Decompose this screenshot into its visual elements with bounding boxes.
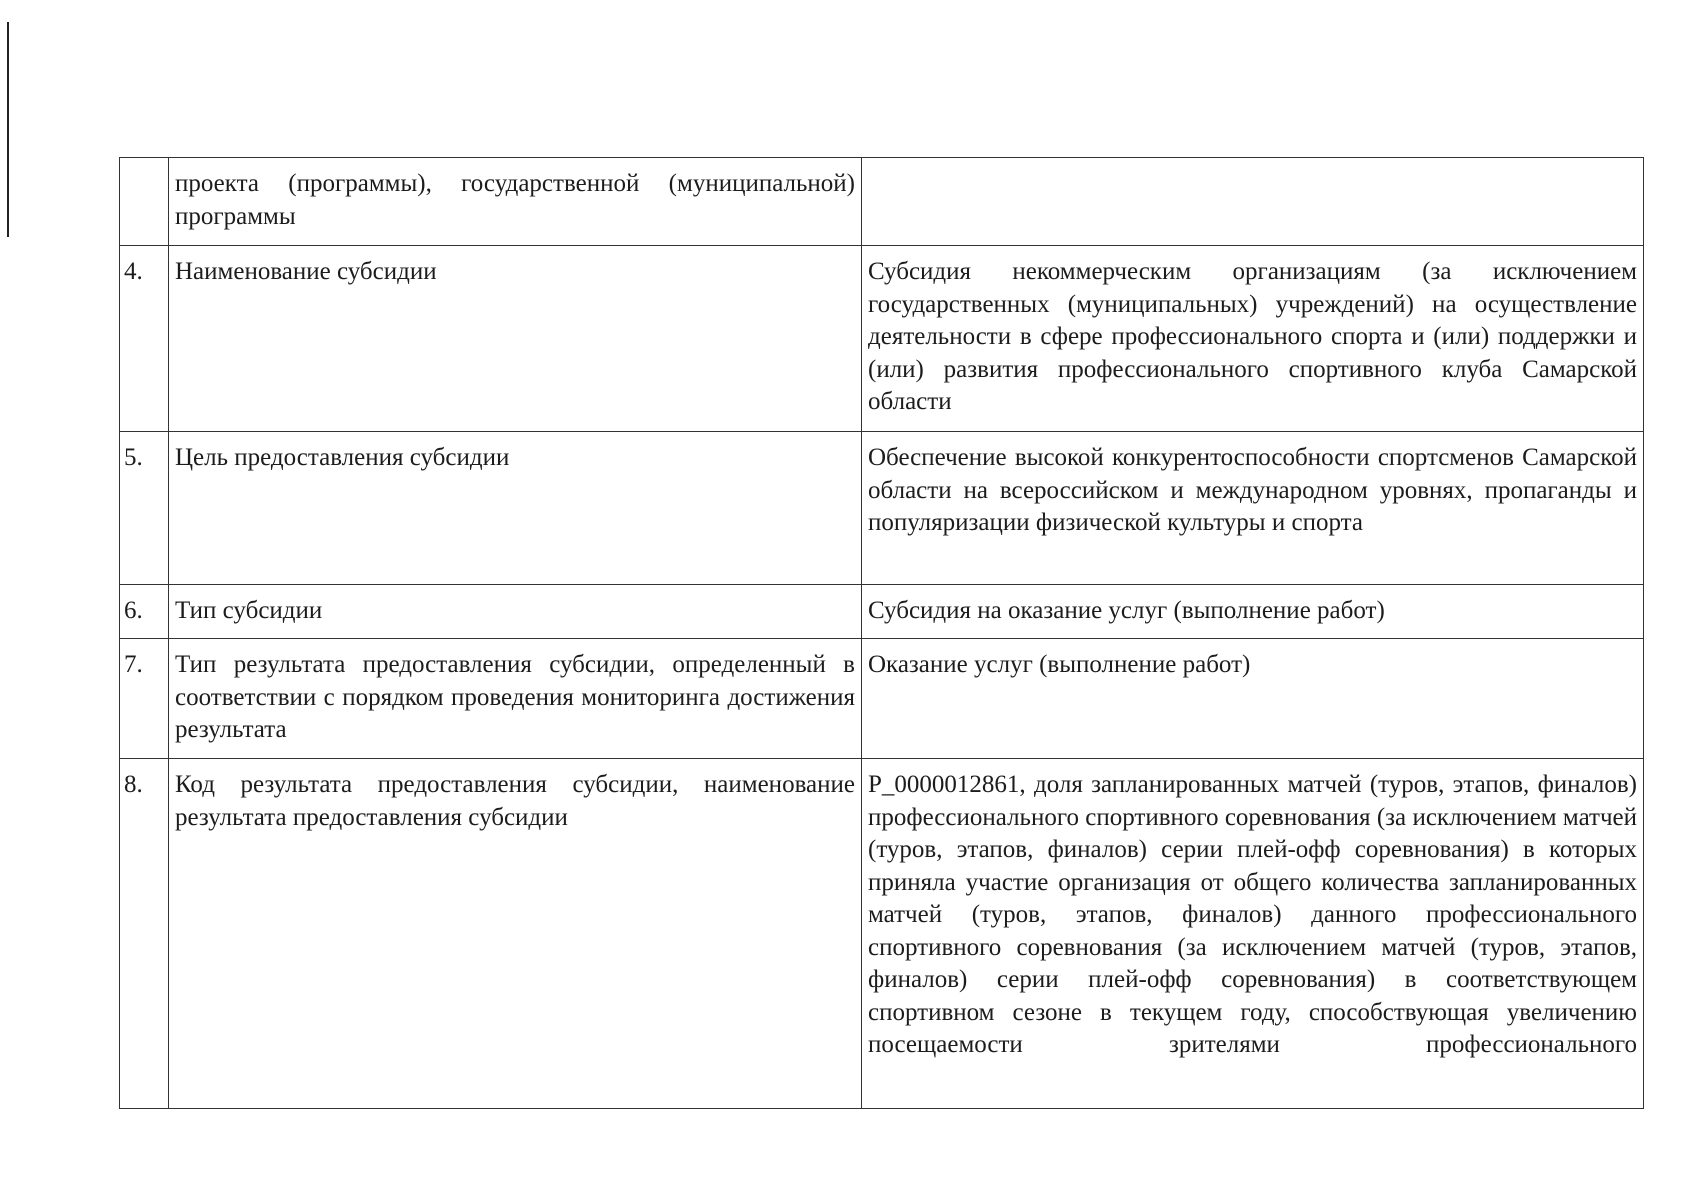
table-row [120,759,1644,1109]
row-label: проекта (программы), государственной (муниципальной) программы [169,158,862,246]
subsidy-info-table [119,157,1644,1109]
row-number: 8. [120,759,169,1109]
row-label: Цель предоставления субсидии [169,432,862,585]
row-value: Обеспечение высокой конкурентоспособности спортсменов Самарской области на всероссийском и международном уровнях, пропаганды и популяризации физической культуры и спорта [862,432,1644,585]
table-row [120,246,1644,432]
row-label: Тип субсидии [169,585,862,639]
table-row [120,639,1644,759]
row-value: Субсидия на оказание услуг (выполнение работ) [862,585,1644,639]
table-row [120,432,1644,585]
row-label: Наименование субсидии [169,246,862,432]
row-number: 4. [120,246,169,432]
margin-binding-mark [7,22,9,237]
row-number: 7. [120,639,169,759]
row-value: Субсидия некоммерческим организациям (за исключением государственных (муниципальных) учреждений) на осуществление деятельности в сфере профессионального спорта и (или) поддержки и (или) развития профессионального спортивного клуба Самарской области [862,246,1644,432]
table-row [120,585,1644,639]
row-number: 6. [120,585,169,639]
row-number [120,158,169,246]
row-number: 5. [120,432,169,585]
row-label: Тип результата предоставления субсидии, определенный в соответствии с порядком проведения мониторинга достижения результата [169,639,862,759]
row-label: Код результата предоставления субсидии, наименование результата предоставления субсидии [169,759,862,1109]
row-value: P_0000012861, доля запланированных матчей (туров, этапов, финалов) профессионального спортивного соревнования (за исключением матчей (туров, этапов, финалов) серии плей-офф соревнования) в которых приняла участие организация от общего количества запланированных матчей (туров, этапов, финалов) данного профессионального спортивного соревнования (за исключением матчей (туров, этапов, финалов) серии плей-офф соревнования) в соответствующем спортивном сезоне в текущем году, способствующая увеличению посещаемости зрителями профессионального [862,759,1644,1109]
row-value: Оказание услуг (выполнение работ) [862,639,1644,759]
table-row [120,158,1644,246]
row-value [862,158,1644,246]
